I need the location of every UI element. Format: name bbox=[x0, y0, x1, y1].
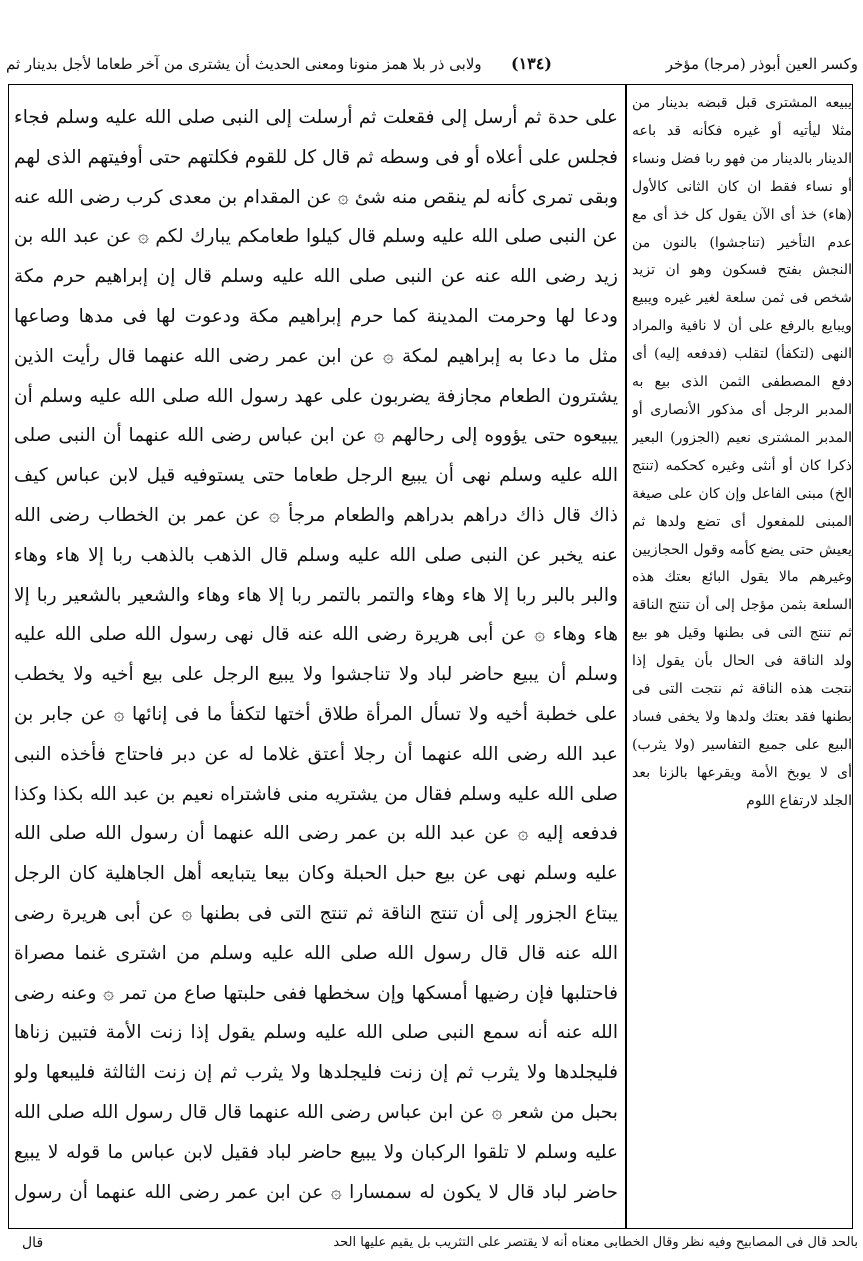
column-divider bbox=[625, 84, 627, 1229]
hadith-text: على حدة ثم أرسل إلى فقعلت ثم أرسلت إلى النبى صلى الله عليه وسلم فجاء فجلس على أعلاه أو فى وسطه ثم قال كل للقوم فكلتهم حتى أوفيتهم الذى لهم وبقى تمرى كأنه لم ينقص منه شئ ۞ عن المقدام بن معدى كرب رضى الله عنه عن النبى صلى الله عليه وسلم قال كيلوا طعامكم يبارك لكم ۞ عن عبد الله بن زيد رضى الله عنه عن النبى صلى الله عليه وسلم قال إن إبراهيم حرم مكة ودعا لها وحرمت المدينة كما حرم إبراهيم مكة ودعوت لها فى مدها وصاعها مثل ما دعا به إبراهيم لمكة ۞ عن ابن عمر رضى الله عنهما قال رأيت الذين يشترون الطعام مجازفة يضربون على عهد رسول الله صلى الله عليه وسلم أن يبيعوه حتى يؤووه إلى رحالهم ۞ عن ابن عباس رضى الله عنهما أن النبى صلى الله عليه وسلم نهى أن يبيع الرجل طعاما حتى يستوفيه قيل لابن عباس كيف ذاك قال ذاك دراهم بدراهم والطعام مرجأ ۞ عن عمر بن الخطاب رضى الله عنه يخبر عن النبى صلى الله عليه وسلم قال الذهب بالذهب ربا إلا هاء وهاء والبر بالبر ربا إلا هاء وهاء والتمر بالتمر ربا إلا هاء وهاء والشعير بالشعير ربا إلا هاء وهاء ۞ عن أبى هريرة رضى الله عنه قال نهى رسول الله صلى الله عليه وسلم أن يبيع حاضر لباد ولا تناجشوا ولا يبيع الرجل على بيع أخيه ولا يخطب على خطبة أخيه ولا تسأل المرأة طلاق أختها لتكفأ ما فى إنائها ۞ عن جابر بن عبد الله رضى الله عنهما أن رجلا أعتق غلاما له عن دبر فاحتاج فأخذه النبى صلى الله عليه وسلم فقال من يشتريه منى فاشتراه نعيم بن عبد الله بكذا وكذا فدفعه إليه ۞ عن عبد الله بن عمر رضى الله عنهما أن رسول الله صلى الله عليه وسلم نهى عن بيع حبل الحبلة وكان بيعا يتبايعه أهل الجاهلية كان الرجل يبتاع الجزور إلى أن تنتج الناقة ثم تنتج التى فى بطنها ۞ عن أبى هريرة رضى الله عنه قال قال رسول الله صلى الله عليه وسلم من اشترى غنما مصراة فاحتلبها فإن رضيها أمسكها وإن سخطها ففى حلبتها صاع من تمر ۞ وعنه رضى الله عنه أنه سمع النبى صلى الله عليه وسلم يقول إذا زنت الأمة فتبين زناها فليجلدها ولا يثرب ثم إن زنت فليجلدها ولا يثرب ثم إن زنت الثالثة فليبعها ولو بحبل من شعر ۞ عن ابن عباس رضى الله عنهما قال قال رسول الله صلى الله عليه وسلم لا تلقوا الركبان ولا يبيع حاضر لباد فقيل لابن عباس ما قوله لا يبيع حاضر لباد قال لا يكون له سمسارا ۞ عن ابن عمر رضى الله عنهما أن رسول bbox=[14, 107, 618, 1203]
page-number: (١٣٤) bbox=[511, 54, 552, 73]
page-header bbox=[6, 38, 858, 90]
header-running-text-left: ولابى ذر بلا همز منونا ومعنى الحديث أن يشترى من آخر طعاما لأجل بدينار ثم bbox=[6, 55, 482, 73]
commentary-text: يبيعه المشترى قبل قبضه بدينار من مثلا ليأتيه أو غيره فكأنه قد باعه الدينار بالدينار من فهو ربا فضل ونساء أو نساء فقط ان كان الثانى كالأول (هاء) خذ أى الآن يقول كل خذ أى مع عدم التأخير (تناجشوا) بالنون من النجش بفتح فسكون وهو ان تزيد شخص فى ثمن سلعة لغير غيره ويبيع ويبايع بالرفع على أن لا نافية والمراد النهى (لتكفأ) لتقلب (فدفعه إليه) أى دفع المصطفى الثمن الذى بيع به المدبر الرجل أى مذكور الأنصارى أو المدبر المشترى نعيم (الجزور) البعير ذكرا كان أو أنثى وغيره كحكمه (تنتج الخ) مبنى الفاعل وإن كان على صيغة المبنى للمفعول أى تضع ولدها ثم يعيش حتى يضع كأمه وقول الحجازيين وغيرهم مالا يقول البائع بعتك هذه السلعة بثمن مؤجل إلى أن تنتج الناقة ثم تنتج التى فى بطنها وقيل هو بيع ولد الناقة فى الحال بأن يقول إذا نتجت هذه الناقة ثم نتجت التى فى بطنها فقد بعتك ولدها ولا يخفى فساد البيع على جميع التفاسير (ولا يثرب) أى لا يوبخ الأمة ويقرعها بالزنا بعد الجلد لارتفاع اللوم bbox=[632, 95, 852, 809]
main-text-column bbox=[14, 98, 618, 1223]
footer-note: بالحد قال فى المصابيح وفيه نظر وقال الخطابى معناه أنه لا يقتصر على التثريب بل يقيم عليها الحد bbox=[333, 1235, 858, 1250]
commentary-column bbox=[632, 90, 852, 1230]
catchword: قال bbox=[22, 1235, 44, 1251]
header-running-text-right: وكسر العين أبوذر (مرجا) مؤخر bbox=[665, 55, 858, 73]
